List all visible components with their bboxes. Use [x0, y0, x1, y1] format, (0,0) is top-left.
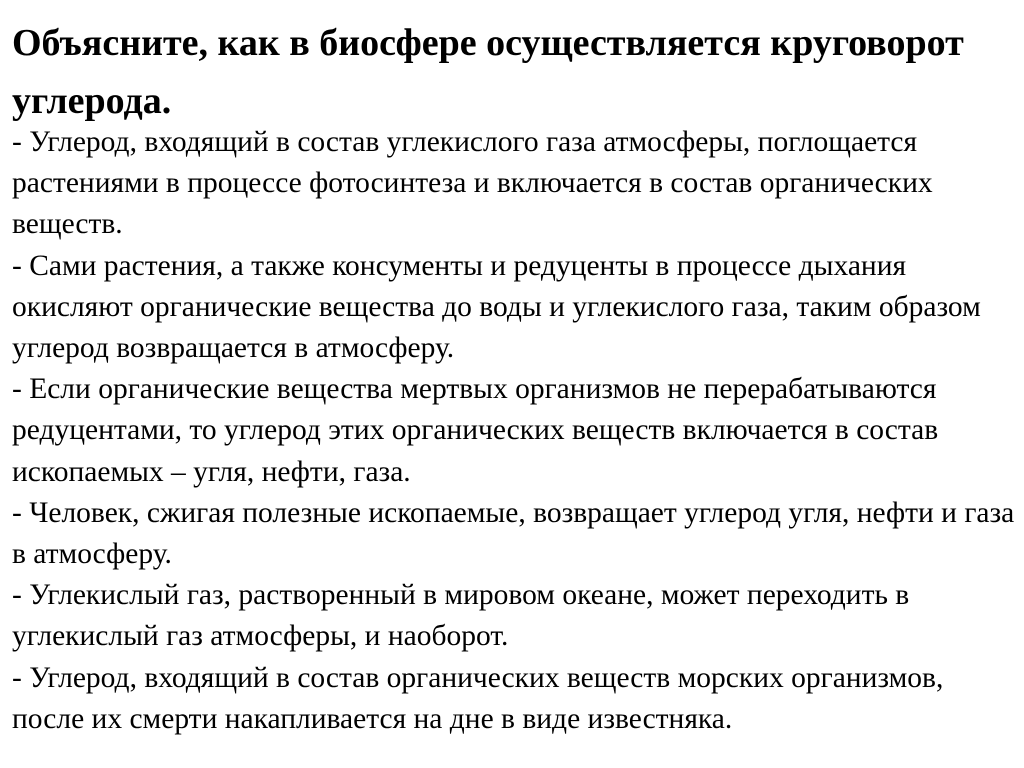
slide-title: Объясните, как в биосфере осуществляется круговорот углерода. [12, 22, 964, 122]
paragraph-human-burning: - Человек, сжигая полезные ископаемые, возвращает углерод угля, нефти и газа в атмосферу. [12, 496, 1015, 571]
paragraph-ocean-exchange: - Углекислый газ, растворенный в мировом океане, может переходить в углекислый газ атмосферы, и наоборот. [12, 579, 910, 653]
paragraph-limestone: - Углерод, входящий в состав органических веществ морских организмов, после их смерти накапливается на дне в виде известняка. [12, 661, 944, 735]
paragraph-carbon-absorption: - Углерод, входящий в состав углекислого газа атмосферы, поглощается растениями в процессе фотосинтеза и включается в состав органических веществ. [12, 126, 933, 241]
paragraph-fossil-fuels: - Если органические вещества мертвых организмов не перерабатываются редуцентами, то углерод этих органических веществ включается в состав ископаемых – угля, нефти, газа. [12, 373, 939, 488]
paragraph-respiration: - Сами растения, а также консументы и редуценты в процессе дыхания окисляют органические вещества до воды и углекислого газа, таким образом углерод возвращается в атмосферу. [12, 249, 981, 365]
slide-body [12, 122, 1017, 740]
